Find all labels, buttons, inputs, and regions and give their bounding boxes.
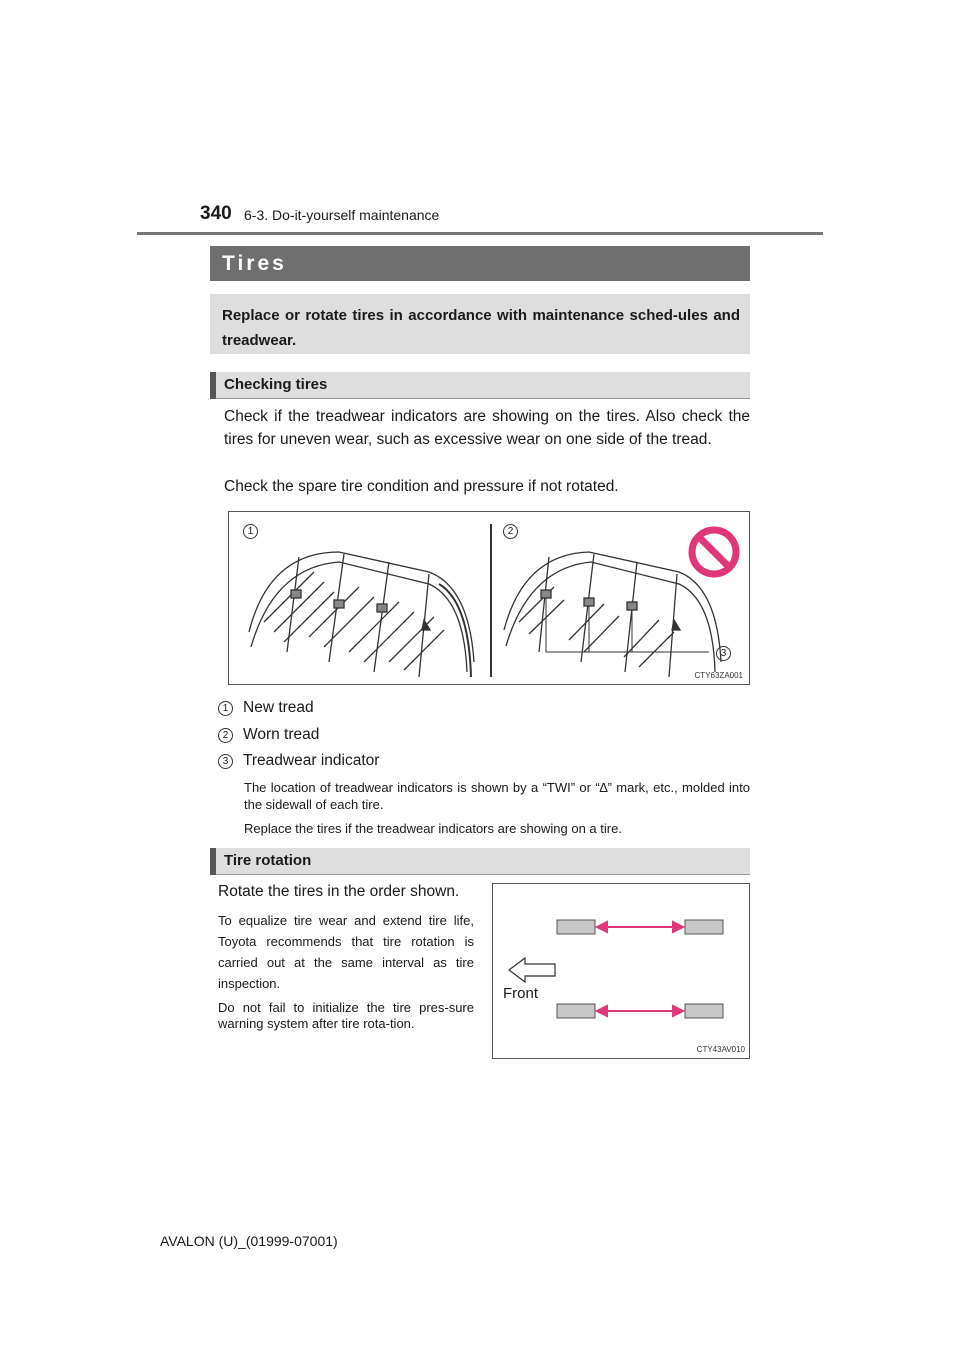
legend-item-worn-tread <box>218 726 319 744</box>
tire-rear-left <box>557 1004 595 1018</box>
rotation-text-column <box>218 880 474 1032</box>
callout-2: 2 <box>503 524 518 539</box>
legend-item-new-tread <box>218 699 314 717</box>
front-label: Front <box>503 985 539 1002</box>
heading-accent-bar <box>210 848 216 875</box>
rotation-lead: Rotate the tires in the order shown. <box>218 883 460 900</box>
legend-label: New tread <box>243 699 314 716</box>
figure-code: CTY63ZA001 <box>694 671 743 680</box>
legend-label: Treadwear indicator <box>243 752 380 769</box>
checking-tires-heading <box>210 372 750 399</box>
intro-text: Replace or rotate tires in accordance with maintenance sched-ules and treadwear. <box>222 307 740 349</box>
treadwear-note-1: The location of treadwear indicators is shown by a “TWI” or “∆” mark, etc., molded into the sidewall of each tire. <box>244 780 750 812</box>
legend-number: 1 <box>218 701 233 716</box>
callout-1: 1 <box>243 524 258 539</box>
rotation-figure <box>492 883 750 1059</box>
figure-code: CTY43AV010 <box>696 1045 745 1054</box>
section-reference: 6-3. Do-it-yourself maintenance <box>244 207 440 223</box>
page-title: Tires <box>222 252 287 275</box>
legend-number: 2 <box>218 728 233 743</box>
treadwear-note-2: Replace the tires if the treadwear indicators are showing on a tire. <box>244 821 622 836</box>
heading-accent-bar <box>210 372 216 399</box>
front-direction-arrow <box>509 958 555 982</box>
tread-figure <box>228 511 750 685</box>
tire-front-left <box>557 920 595 934</box>
legend-number: 3 <box>218 754 233 769</box>
header-rule <box>137 232 823 235</box>
rotation-arrow-front <box>597 922 683 932</box>
prohibited-icon <box>692 530 736 574</box>
callout-3: 3 <box>716 646 731 661</box>
rotation-arrow-rear <box>597 1006 683 1016</box>
rotation-paragraph-1: To equalize tire wear and extend tire life, Toyota recommends that tire rotation is carried out at the same interval as tire inspection. <box>218 913 474 991</box>
checking-paragraph-1: Check if the treadwear indicators are showing on the tires. Also check the tires for uneven wear, such as excessive wear on one side of the tread. <box>224 408 750 448</box>
tire-rotation-heading-text: Tire rotation <box>224 852 312 869</box>
legend-item-treadwear-indicator <box>218 752 379 770</box>
legend-label: Worn tread <box>243 726 320 743</box>
checking-tires-heading-text: Checking tires <box>224 376 328 393</box>
tire-rotation-heading <box>210 848 750 875</box>
page-number: 340 <box>200 203 232 224</box>
tire-front-right <box>685 920 723 934</box>
tread-illustration <box>229 512 749 684</box>
checking-paragraph-2: Check the spare tire condition and pressure if not rotated. <box>224 478 619 495</box>
worn-tread-illustration <box>504 552 721 677</box>
rotation-diagram <box>493 884 749 1058</box>
intro-box <box>210 294 750 354</box>
footer-model-code: AVALON (U)_(01999-07001) <box>160 1233 338 1249</box>
tire-rear-right <box>685 1004 723 1018</box>
new-tread-illustration <box>249 552 474 677</box>
title-bar <box>210 246 750 281</box>
rotation-paragraph-2: Do not fail to initialize the tire pres-sure warning system after tire rota-tion. <box>218 1000 474 1031</box>
